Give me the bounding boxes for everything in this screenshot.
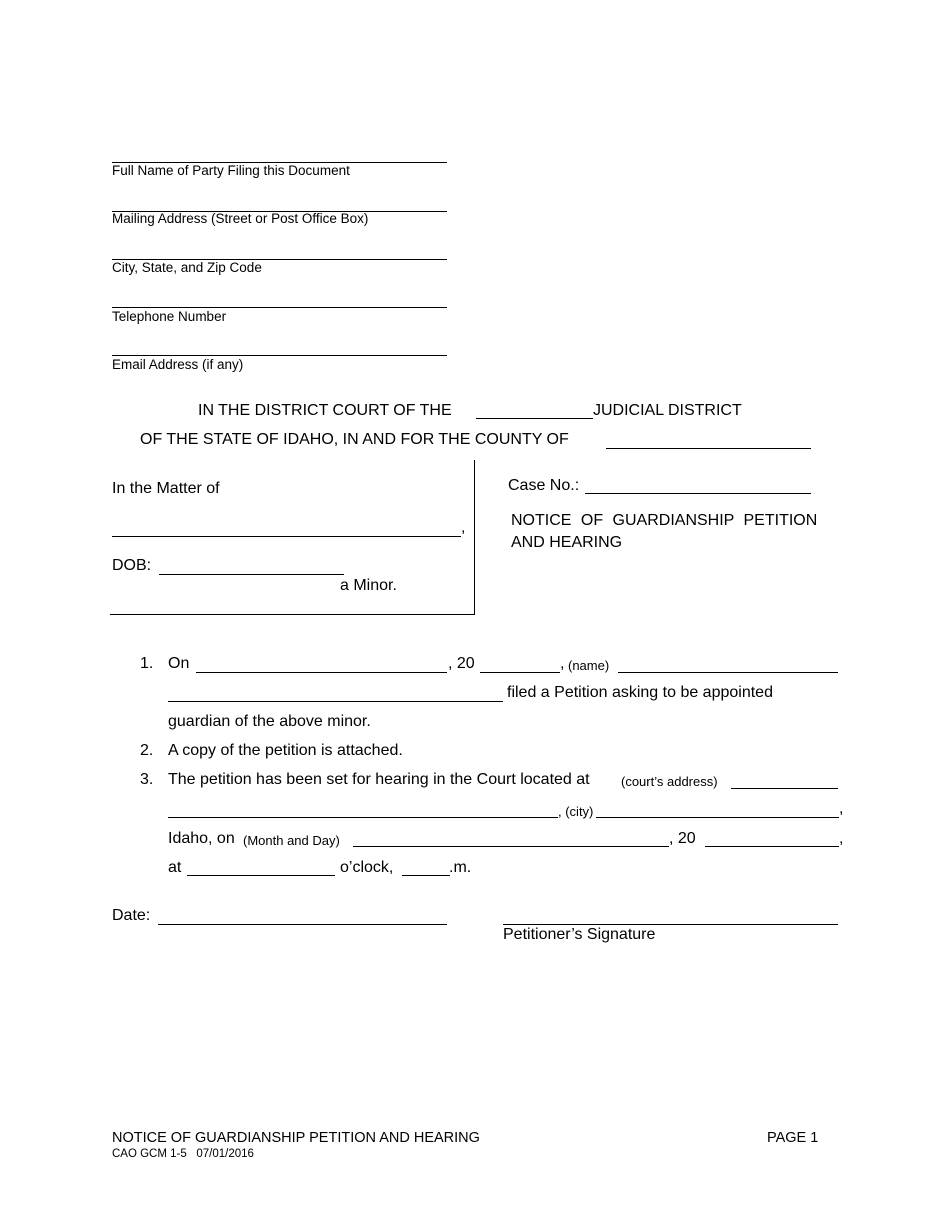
petitioner-name-blank-2[interactable]	[168, 701, 503, 702]
footer-page-number: PAGE 1	[767, 1130, 819, 1146]
judicial-district-blank[interactable]	[476, 418, 593, 419]
telephone-line[interactable]	[112, 307, 447, 308]
dob-label: DOB:	[112, 557, 152, 574]
oclock-text: o’clock,	[340, 859, 394, 876]
idaho-on-text: Idaho, on	[168, 830, 235, 847]
dob-blank[interactable]	[159, 574, 344, 575]
filing-date-blank[interactable]	[196, 672, 447, 673]
footer-form-code: CAO GCM 1-5 07/01/2016	[112, 1148, 254, 1160]
item-3-number: 3.	[140, 771, 154, 788]
email-line[interactable]	[112, 355, 447, 356]
city-hint: , (city)	[558, 804, 594, 819]
date-label: Date:	[112, 907, 151, 924]
item-1-number: 1.	[140, 655, 154, 672]
courts-address-hint: (court’s address)	[621, 774, 718, 789]
matter-name-blank[interactable]	[112, 536, 461, 537]
hearing-text: The petition has been set for hearing in the Court located at	[168, 771, 590, 788]
case-no-blank[interactable]	[585, 493, 811, 494]
filing-year-blank[interactable]	[480, 672, 560, 673]
case-no-label: Case No.:	[508, 477, 580, 494]
court-address-blank[interactable]	[731, 788, 838, 789]
year-trailing-comma: ,	[839, 830, 844, 847]
guardian-text: guardian of the above minor.	[168, 713, 371, 730]
city-state-zip-label: City, State, and Zip Code	[112, 260, 262, 275]
city-trailing-comma: ,	[839, 800, 844, 817]
item-1-comma-20: , 20	[448, 655, 475, 672]
petitioner-signature-label: Petitioner’s Signature	[503, 926, 656, 943]
city-blank[interactable]	[596, 817, 839, 818]
signature-line[interactable]	[503, 924, 838, 925]
caption-divider	[474, 460, 475, 615]
item-1-comma: ,	[560, 655, 565, 672]
court-line1-a: IN THE DISTRICT COURT OF THE	[198, 402, 452, 419]
county-blank[interactable]	[606, 448, 811, 449]
filed-petition-text: filed a Petition asking to be appointed	[507, 684, 773, 701]
name-hint: (name)	[568, 658, 610, 673]
in-the-matter-label: In the Matter of	[112, 480, 220, 497]
full-name-label: Full Name of Party Filing this Document	[112, 163, 350, 178]
hearing-comma-20: , 20	[669, 830, 696, 847]
court-line2: OF THE STATE OF IDAHO, IN AND FOR THE COUNTY OF	[140, 431, 569, 448]
date-blank[interactable]	[158, 924, 447, 925]
item-1-on: On	[168, 655, 190, 672]
month-day-hint: (Month and Day)	[243, 833, 340, 848]
court-line1-b: JUDICIAL DISTRICT	[593, 402, 742, 419]
matter-comma: ,	[461, 519, 466, 536]
am-pm-blank[interactable]	[402, 875, 450, 876]
petitioner-name-blank[interactable]	[618, 672, 838, 673]
footer-title: NOTICE OF GUARDIANSHIP PETITION AND HEARING	[112, 1130, 480, 1146]
document-title-line2: AND HEARING	[511, 534, 623, 551]
m-text: .m.	[449, 859, 472, 876]
hearing-time-blank[interactable]	[187, 875, 335, 876]
court-address-blank-2[interactable]	[168, 817, 558, 818]
at-text: at	[168, 859, 182, 876]
document-title-line1: NOTICE OF GUARDIANSHIP PETITION	[511, 512, 818, 529]
hearing-date-blank[interactable]	[353, 846, 669, 847]
mailing-address-label: Mailing Address (Street or Post Office Box)	[112, 211, 369, 226]
caption-bottom-rule	[110, 614, 475, 615]
copy-attached-text: A copy of the petition is attached.	[168, 742, 403, 759]
item-2-number: 2.	[140, 742, 154, 759]
hearing-year-blank[interactable]	[705, 846, 839, 847]
telephone-label: Telephone Number	[112, 309, 227, 324]
email-label: Email Address (if any)	[112, 357, 244, 372]
a-minor-label: a Minor.	[340, 577, 397, 594]
